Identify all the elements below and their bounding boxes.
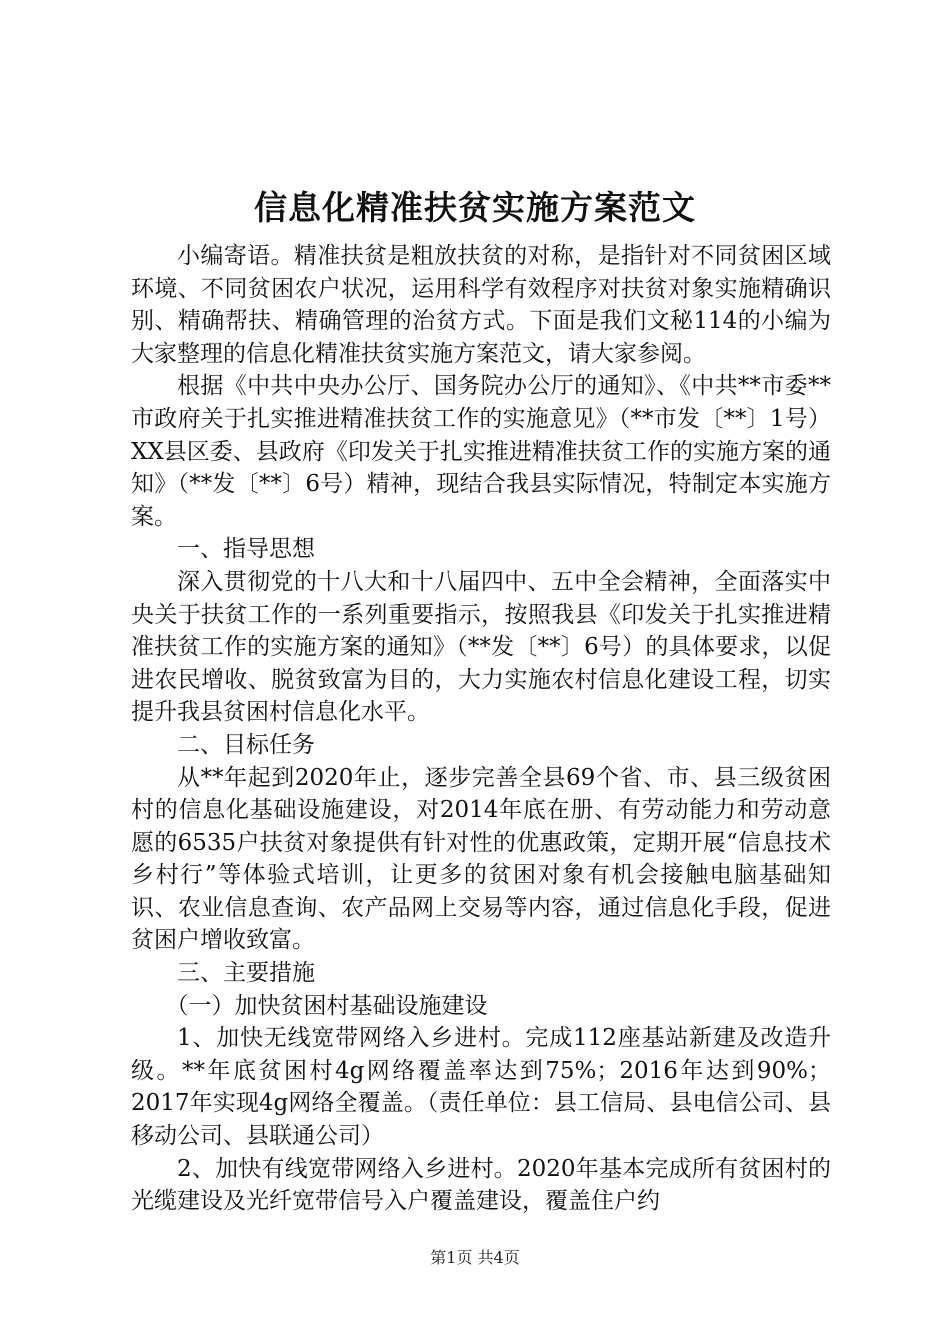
document-title: 信息化精准扶贫实施方案范文 xyxy=(254,188,696,227)
subsection-heading-infrastructure: （一）加快贫困村基础设施建设 xyxy=(165,992,488,1019)
basis-paragraph: 根据《中共中央办公厅、国务院办公厅的通知》、《中共**市委**市政府关于扎实推进精准扶贫工作的实施意见》（**市发〔**〕1号）XX县区委、县政府《印发关于扎实推进精准扶贫工作的实施方案的通知》（**发〔**〕6号）精神，现结合我县实际情况，特制定本实施方案。 xyxy=(131,373,831,530)
section-heading-objectives: 二、目标任务 xyxy=(177,731,315,758)
page-footer: 第1页 共4页 xyxy=(430,1248,520,1267)
section-heading-guiding-thought: 一、指导思想 xyxy=(177,536,315,563)
guiding-thought-paragraph: 深入贯彻党的十八大和十八届四中、五中全会精神，全面落实中央关于扶贫工作的一系列重要指示，按照我县《印发关于扎实推进精准扶贫工作的实施方案的通知》（**发〔**〕6号）的具体要求，以促进农民增收、脱贫致富为目的，大力实施农村信息化建设工程，切实提升我县贫困村信息化水平。 xyxy=(131,568,831,726)
intro-paragraph: 小编寄语。精准扶贫是粗放扶贫的对称，是指针对不同贫困区域环境、不同贫困农户状况，运用科学有效程序对扶贫对象实施精确识别、精确帮扶、精确管理的治贫方式。下面是我们文秘114的小编为大家整理的信息化精准扶贫实施方案范文，请大家参阅。 xyxy=(131,243,831,367)
measure-wired-paragraph: 2、加快有线宽带网络入乡进村。2020年基本完成所有贫困村的光缆建设及光纤宽带信号入户覆盖建设，覆盖住户约 xyxy=(131,1155,831,1215)
measure-wireless-paragraph: 1、加快无线宽带网络入乡进村。完成112座基站新建及改造升级。**年底贫困村4g网络覆盖率达到75%；2016年达到90%；2017年实现4g网络全覆盖。（责任单位：县工信局、县电信公司、县移动公司、县联通公司） xyxy=(131,1025,831,1150)
document-body xyxy=(131,240,831,1218)
objectives-paragraph: 从**年起到2020年止，逐步完善全县69个省、市、县三级贫困村的信息化基础设施建设，对2014年底在册、有劳动能力和劳动意愿的6535户扶贫对象提供有针对性的优惠政策，定期开展“信息技术乡村行”等体验式培训，让更多的贫困对象有机会接触电脑基础知识、农业信息查询、农产品网上交易等内容，通过信息化手段，促进贫困户增收致富。 xyxy=(131,764,831,954)
section-heading-measures: 三、主要措施 xyxy=(177,960,315,987)
